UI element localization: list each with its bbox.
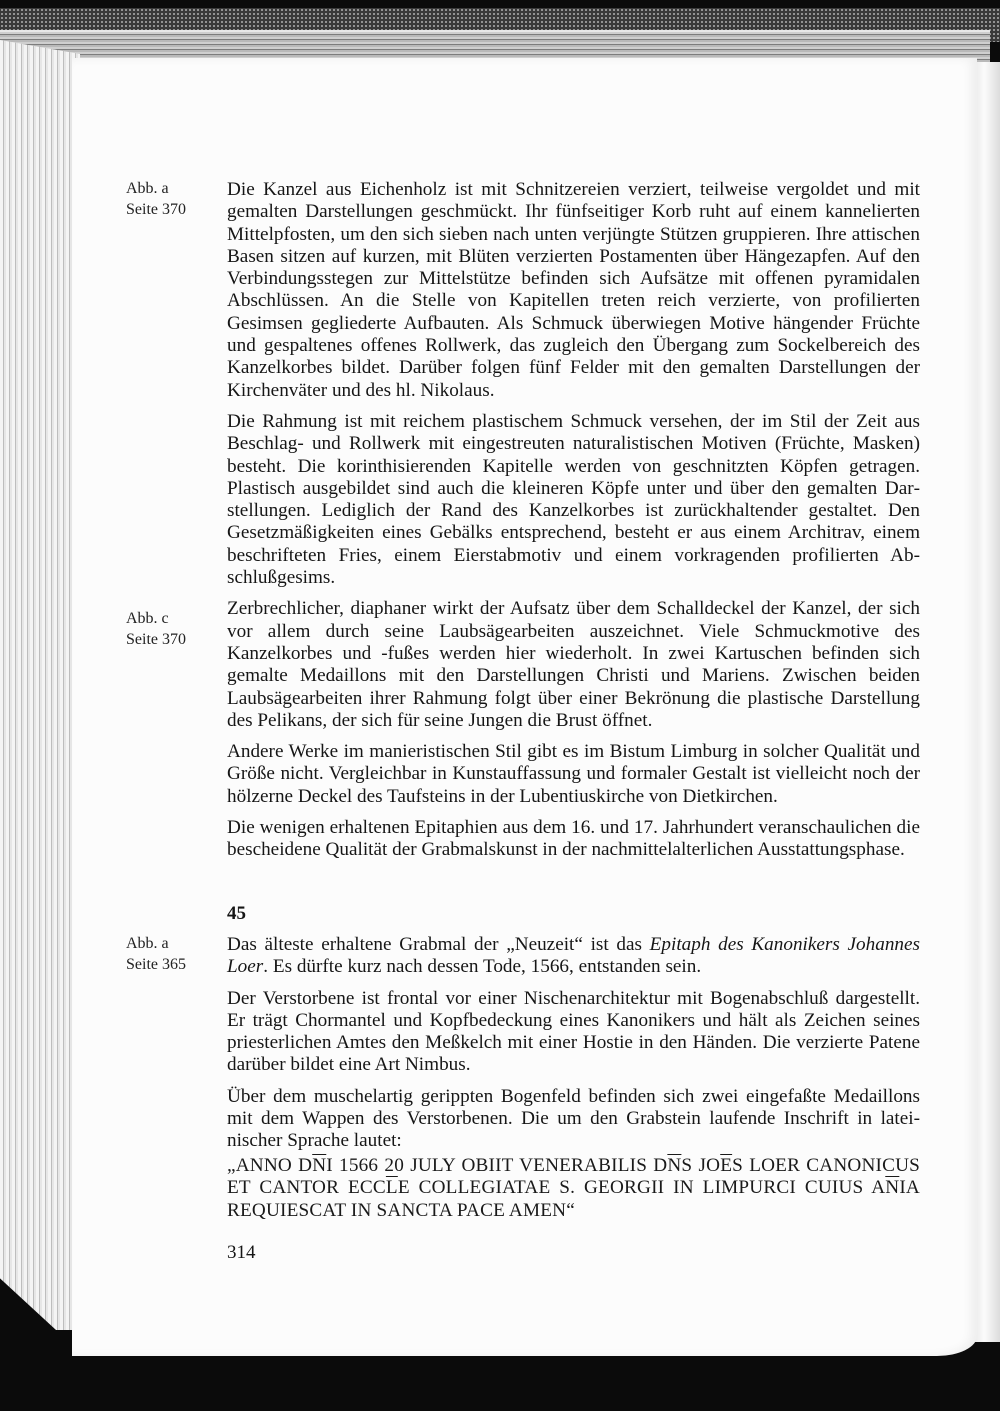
margin-note-figure-ref [126, 178, 186, 220]
page-stack-right-edge [973, 62, 1000, 1342]
paragraph-deceased-depiction: Der Verstorbene ist frontal vor einer Nischenarchitektur mit Bogenabschluß dargestellt. Er trägt Chormantel und Kopfbedeckung eines Kanonikers und hält als Zeichen seines priesterlichen Amtes den Meßkelch mit einer Hostie in den Händen. Die verzierte Patene darüber bildet eine Art Nimbus. [227, 987, 920, 1076]
text-run: IA REQUIESCAT IN SANCTA PACE AMEN“ [227, 1177, 920, 1221]
margin-note-page: Seite 370 [126, 631, 186, 648]
text-run: . Es dürfte kurz nach dessen Tode, 1566, entstanden sein. [263, 956, 702, 978]
paragraph-frame-ornament: Die Rahmung ist mit reichem plastischem Schmuck versehen, der im Stil der Zeit aus Beschlag- und Rollwerk mit eingestreuten naturalistischen Motiven (Früchte, Masken) besteht. Die korinthisierenden Kapitelle werden von geschnitzten Köpfen getragen. Plastisch ausgebildet sind auch die kleineren Köpfe unter und über den gemalten Darstellungen. Lediglich der Rand des Kanzelkorbes ist zurückhaltender gestaltet. Den Gesetzmäßigkeiten eines Gebälks entsprechend, besteht er aus einem Architrav, einem beschrifteten Fries, einem Eierstabmotiv und einem vorkragenden profilierten Abschlußgesims. [227, 410, 920, 589]
margin-note-figure: Abb. c [126, 610, 169, 627]
abbrev-mark: $\overline{E}$ [720, 1155, 733, 1176]
text-run: Das älteste erhaltene Grabmal der „Neuzeit“ ist das [227, 934, 650, 955]
paragraph-loer-epitaph [227, 934, 920, 979]
text-run: S JO [681, 1155, 721, 1176]
text-run: „ANNO D [227, 1155, 313, 1176]
margin-note-figure-ref [126, 608, 186, 650]
margin-note-page: Seite 365 [126, 956, 186, 973]
margin-note-figure: Abb. a [126, 935, 169, 952]
abbrev-mark: $\overline{N}$ [667, 1155, 682, 1176]
section-number: 45 [227, 903, 246, 924]
page-stack-left-edge [0, 40, 80, 1330]
text-run: S LOER CANONICUS ET CANTOR ECC [227, 1155, 921, 1199]
text-run: I 1566 20 JULY OBIIT VENERABILIS D [326, 1155, 668, 1176]
paragraph-canopy-top: Zerbrechlicher, diaphaner wirkt der Aufsatz über dem Schalldeckel der Kanzel, der sich vor allem durch seine Laubsägearbeiten auszeichnet. Viele Schmuckmotive des Kanzelkorbes und -fußes werden hier wiederholt. In zwei Kartuschen befinden sich gemalte Medaillons mit den Darstellungen Christi und Mariens. Zwischen beiden Laubsägearbeiten ihrer Rahmung folgt über einer Bekrönung die plastische Darstellung des Pelikans, der sich für seine Jungen die Brust öffnet. [227, 598, 920, 731]
margin-note-figure: Abb. a [126, 180, 169, 197]
margin-note-page: Seite 370 [126, 201, 186, 218]
section-45-text [227, 934, 920, 1162]
paragraph-epitaphs-intro: Die wenigen erhaltenen Epitaphien aus dem 16. und 17. Jahrhundert veranschaulichen die bescheidene Qualität der Grabmalskunst in der nachmittelalterlichen Ausstattungsphase. [227, 817, 920, 861]
paragraph-comparison: Andere Werke im manieristischen Stil gibt es im Bistum Limburg in solcher Qualität und Größe nicht. Vergleichbar in Kunstauffassung und formaler Gestalt ist vielleicht noch der hölzerne Deckel des Taufsteins in der Lubentiuskirche von Dietkirchen. [227, 741, 920, 807]
italic-title: Epitaph des Kanonikers Johannes Loer [227, 934, 920, 978]
main-text-column [227, 179, 920, 871]
page-number: 314 [227, 1242, 256, 1263]
abbrev-mark: $\overline{L}$ [385, 1177, 398, 1199]
margin-note-figure-ref [126, 933, 186, 975]
latin-inscription [227, 1155, 920, 1222]
paragraph-medallions-inscription: Über dem muschelartig gerippten Bogenfeld befinden sich zwei eingefaßte Medaillons mit dem Wappen des Verstorbenen. Die um den Grabstein laufende Inschrift in lateinischer Sprache lautet: [227, 1085, 920, 1152]
abbrev-mark: $\overline{N}$ [885, 1177, 900, 1199]
abbrev-mark: $\overline{N}$ [312, 1155, 327, 1176]
book-page [72, 58, 977, 1356]
paragraph-pulpit-description: Die Kanzel aus Eichenholz ist mit Schnitzereien verziert, teilweise vergoldet und mit gemalten Darstellungen geschmückt. Ihr fünfseitiger Korb ruht auf einem kannelierten Mittelpfosten, um den sich sieben nach unten verjüngte Stützen gruppieren. Ihre attischen Basen sitzen auf kurzen, mit Blüten verzierten Postamenten über Hängezapfen. Auf den Verbindungsstegen zur Mittelstütze befinden sich Aufsätze mit offenen pyramidalen Abschlüssen. An die Stelle von Kapitellen treten reich verzierte, von profilierten Gesimsen gegliederte Aufbauten. Als Schmuck überwiegen Motive hängender Früchte und gespaltenes offenes Rollwerk, das zugleich den Übergang zum Sockelbereich des Kanzelkorbes bildet. Darüber folgen fünf Felder mit den gemalten Darstellungen der Kirchenväter und des hl. Nikolaus. [227, 179, 920, 401]
text-run: E COLLEGIATAE S. GEORGII IN LIMPURCI CUIUS A [397, 1177, 886, 1199]
